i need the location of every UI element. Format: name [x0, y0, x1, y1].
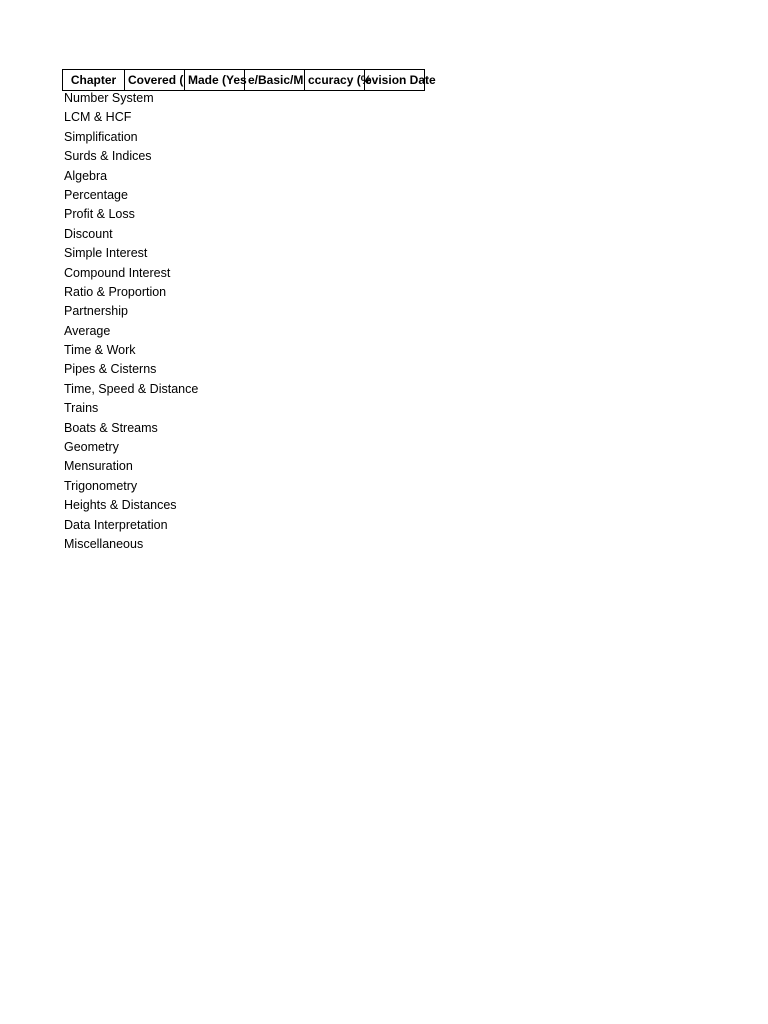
chapter-row: Ratio & Proportion: [64, 284, 167, 299]
chapter-row: Surds & Indices: [64, 149, 152, 164]
chapter-list: [64, 89, 198, 554]
chapter-row: Trigonometry: [64, 478, 138, 493]
chapter-row: Heights & Distances: [64, 498, 177, 513]
chapter-row: LCM & HCF: [64, 110, 132, 125]
header-cell-made: Made (Yes: [185, 70, 245, 90]
chapter-row: Discount: [64, 226, 113, 241]
chapter-row: Miscellaneous: [64, 536, 144, 551]
chapter-row: Data Interpretation: [64, 517, 168, 532]
chapter-row: Number System: [64, 91, 154, 105]
chapter-row: Trains: [64, 401, 99, 416]
chapter-row: Geometry: [64, 440, 119, 455]
chapter-row: Compound Interest: [64, 265, 171, 280]
header-cell-revision-date: evision Date: [365, 70, 425, 90]
header-cell-covered: Covered (: [125, 70, 185, 90]
table-header-row: [62, 69, 436, 91]
chapter-row: Time & Work: [64, 343, 136, 358]
chapter-row: Time, Speed & Distance: [64, 381, 199, 396]
header-cell-chapter: Chapter: [63, 70, 125, 90]
chapter-row: Simplification: [64, 129, 138, 144]
header-cell-accuracy: ccuracy (%: [305, 70, 365, 90]
header-cell-level: e/Basic/M: [245, 70, 305, 90]
chapter-row: Average: [64, 323, 111, 338]
chapter-row: Mensuration: [64, 459, 133, 474]
chapter-row: Percentage: [64, 187, 128, 202]
chapter-row: Partnership: [64, 304, 128, 319]
chapter-row: Algebra: [64, 168, 108, 183]
chapter-row: Pipes & Cisterns: [64, 362, 157, 377]
chapter-row: Profit & Loss: [64, 207, 135, 222]
chapter-row: Boats & Streams: [64, 420, 158, 435]
chapter-row: Simple Interest: [64, 246, 148, 261]
